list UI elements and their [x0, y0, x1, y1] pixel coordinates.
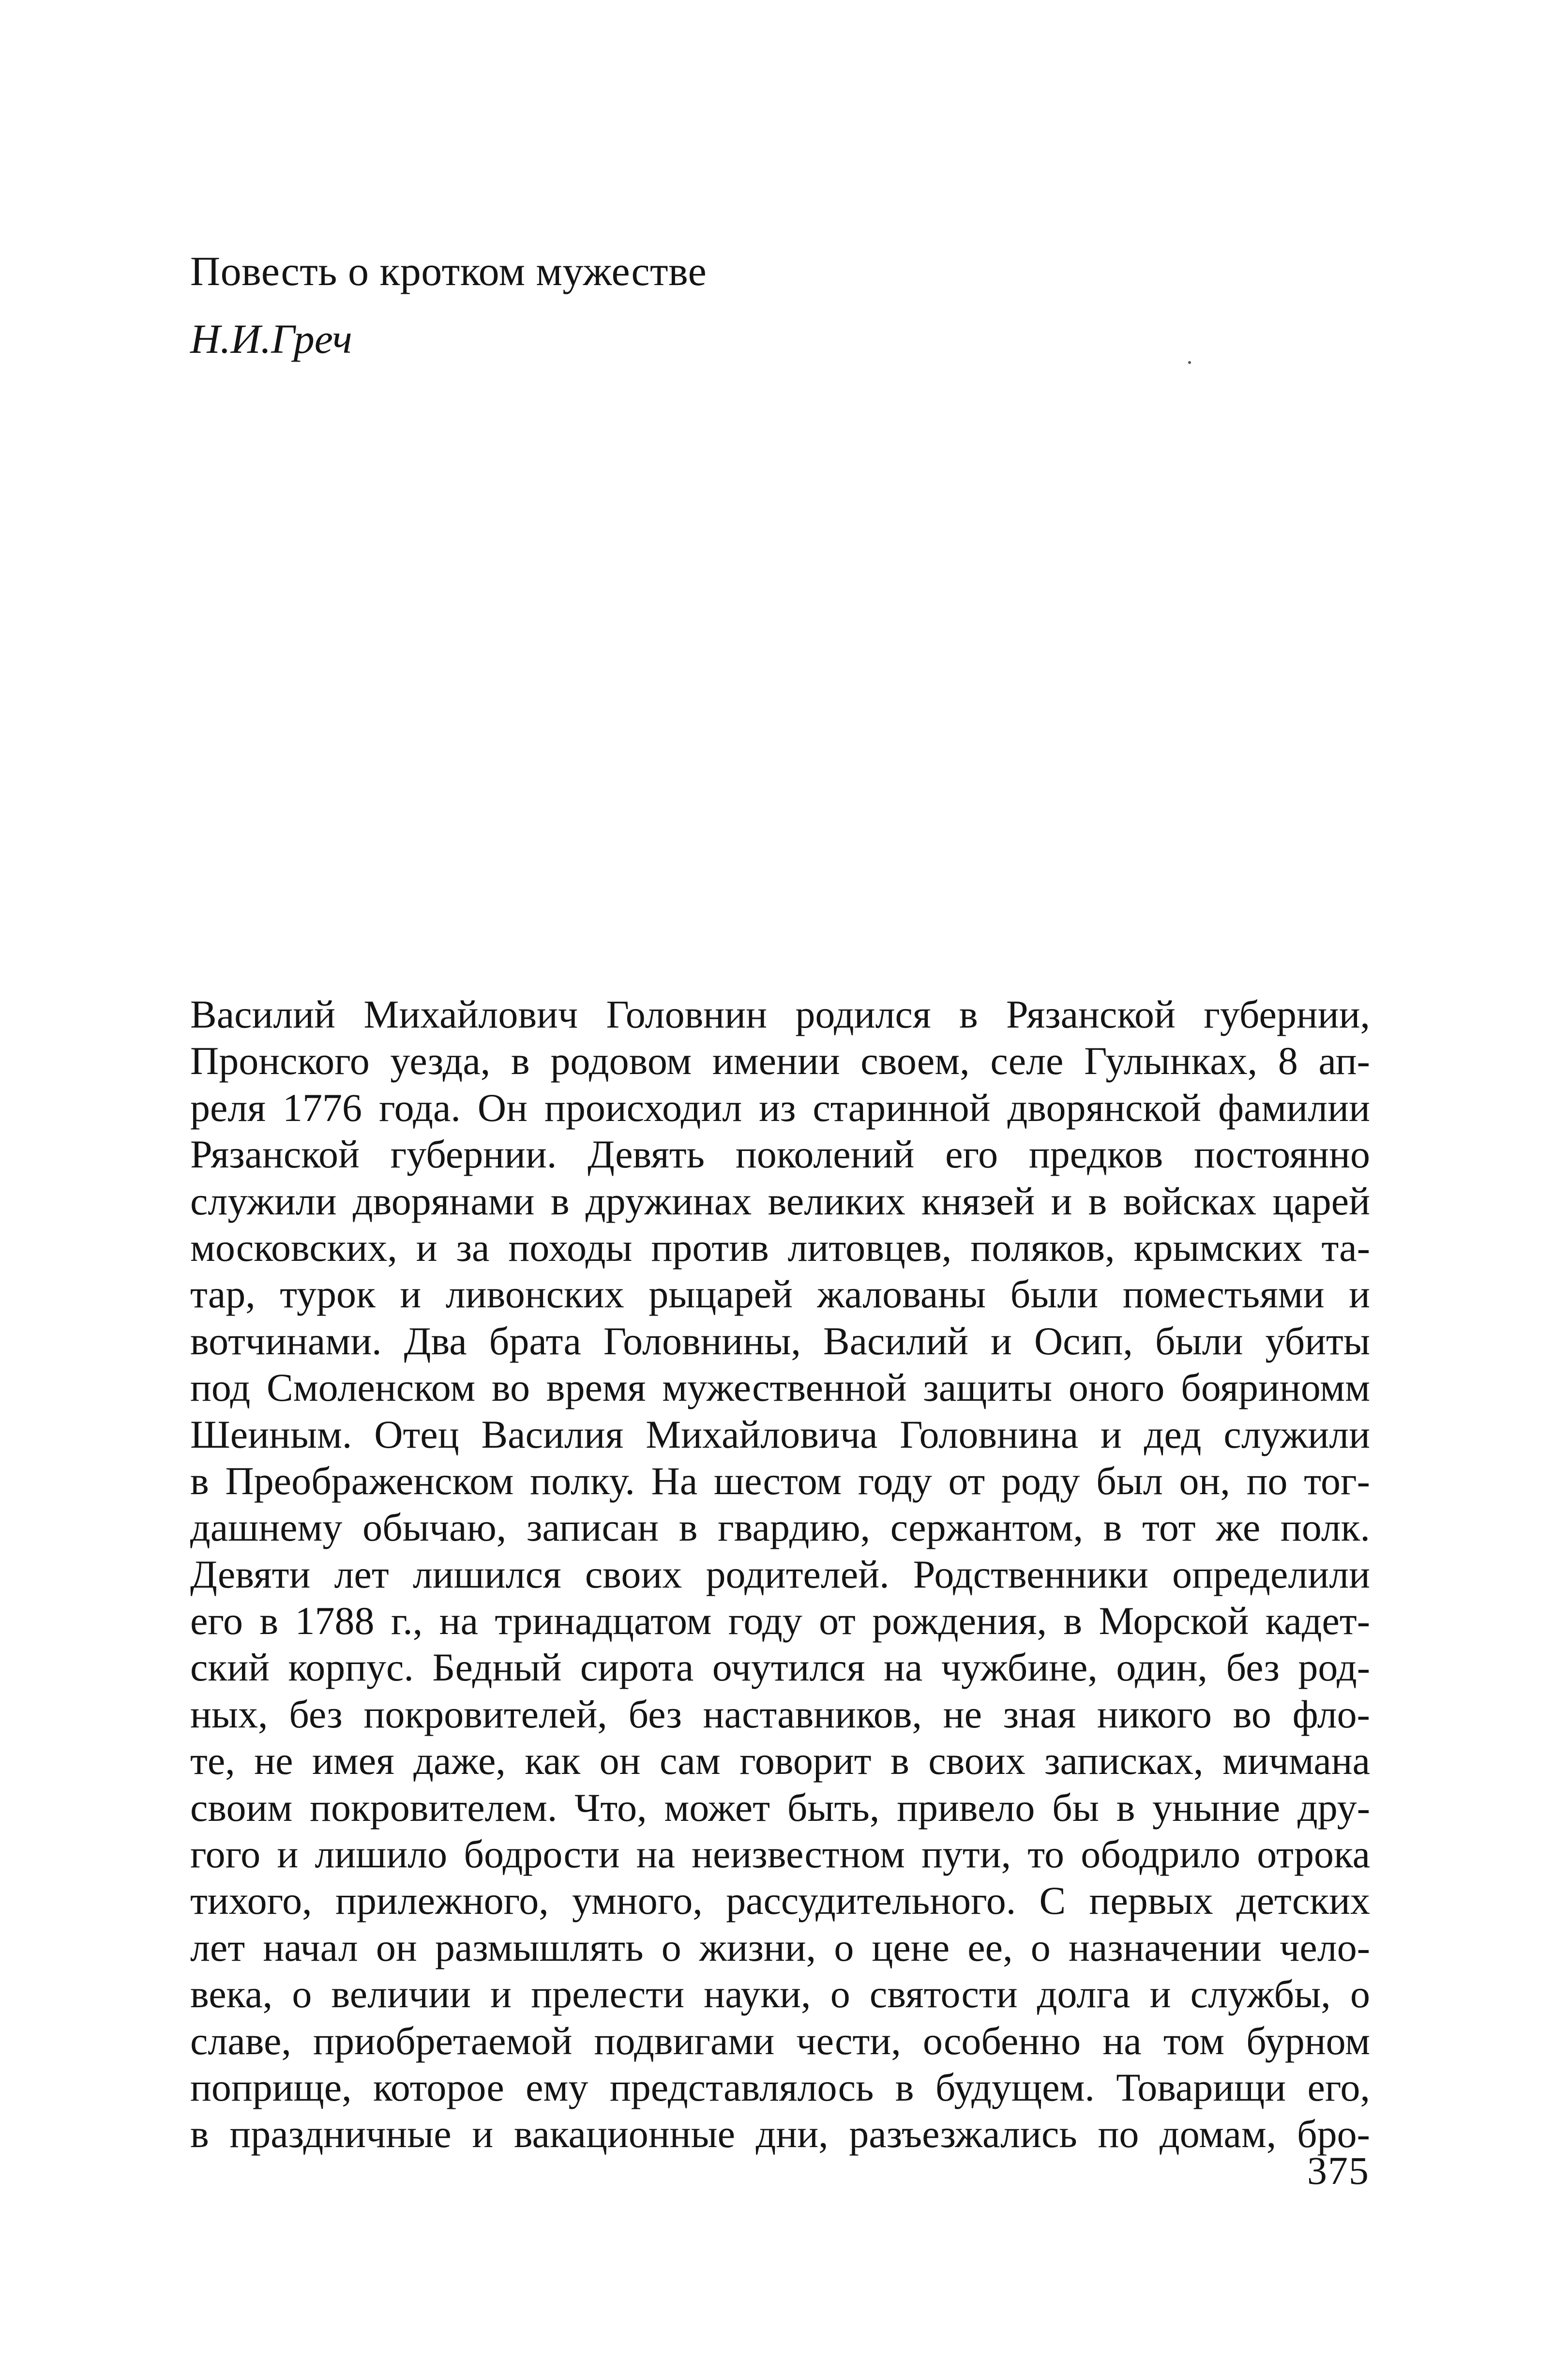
text-line: века, о величии и прелести науки, о святости долга и службы, о: [190, 1972, 1370, 2016]
text-line: Шеиным. Отец Василия Михайловича Головнина и дед служили: [190, 1412, 1370, 1456]
text-line: под Смоленском во время мужественной защиты оного бояриномм: [190, 1365, 1370, 1410]
text-line: лет начал он размышлять о жизни, о цене ее, о назначении чело-: [190, 1925, 1370, 1969]
chapter-author: Н.И.Греч: [190, 316, 352, 362]
text-line: те, не имея даже, как он сам говорит в своих записках, мичмана: [190, 1739, 1370, 1783]
text-line: реля 1776 года. Он происходил из старинной дворянской фамилии: [190, 1085, 1370, 1130]
page-number: 375: [1307, 2149, 1370, 2193]
text-line: своим покровителем. Что, может быть, привело бы в уныние дру-: [190, 1785, 1370, 1830]
text-line: вотчинами. Два брата Головнины, Василий и Осип, были убиты: [190, 1318, 1370, 1363]
text-line: гого и лишило бодрости на неизвестном пути, то ободрило отрока: [190, 1832, 1370, 1877]
body-text: [190, 991, 1370, 2158]
text-line: служили дворянами в дружинах великих князей и в войсках царей: [190, 1179, 1370, 1223]
text-line: ский корпус. Бедный сирота очутился на чужбине, один, без род-: [190, 1645, 1370, 1690]
text-line: поприще, которое ему представлялось в будущем. Товарищи его,: [190, 2065, 1370, 2109]
text-line: дашнему обычаю, записан в гвардию, сержантом, в тот же полк.: [190, 1505, 1370, 1550]
text-line: Рязанской губернии. Девять поколений его предков постоянно: [190, 1132, 1370, 1177]
text-line: в праздничные и вакационные дни, разъезжались по домам, бро-: [190, 2112, 1370, 2156]
text-line: тар, турок и ливонских рыцарей жалованы были поместьями и: [190, 1272, 1370, 1317]
text-line: московских, и за походы против литовцев, поляков, крымских та-: [190, 1225, 1370, 1270]
text-line: ных, без покровителей, без наставников, не зная никого во фло-: [190, 1692, 1370, 1736]
chapter-title: Повесть о кротком мужестве: [190, 248, 707, 294]
text-line: Пронского уезда, в родовом имении своем, селе Гулынках, 8 ап-: [190, 1039, 1370, 1083]
text-line: в Преображенском полку. На шестом году от роду был он, по тог-: [190, 1458, 1370, 1503]
text-line: Девяти лет лишился своих родителей. Родственники определили: [190, 1552, 1370, 1596]
text-line: Василий Михайлович Головнин родился в Рязанской губернии,: [190, 992, 1370, 1036]
text-line: его в 1788 г., на тринадцатом году от рождения, в Морской кадет-: [190, 1599, 1370, 1643]
text-line: славе, приобретаемой подвигами чести, особенно на том бурном: [190, 2018, 1370, 2063]
print-speck: [1188, 361, 1191, 364]
text-line: тихого, прилежного, умного, рассудительного. С первых детских: [190, 1878, 1370, 1923]
